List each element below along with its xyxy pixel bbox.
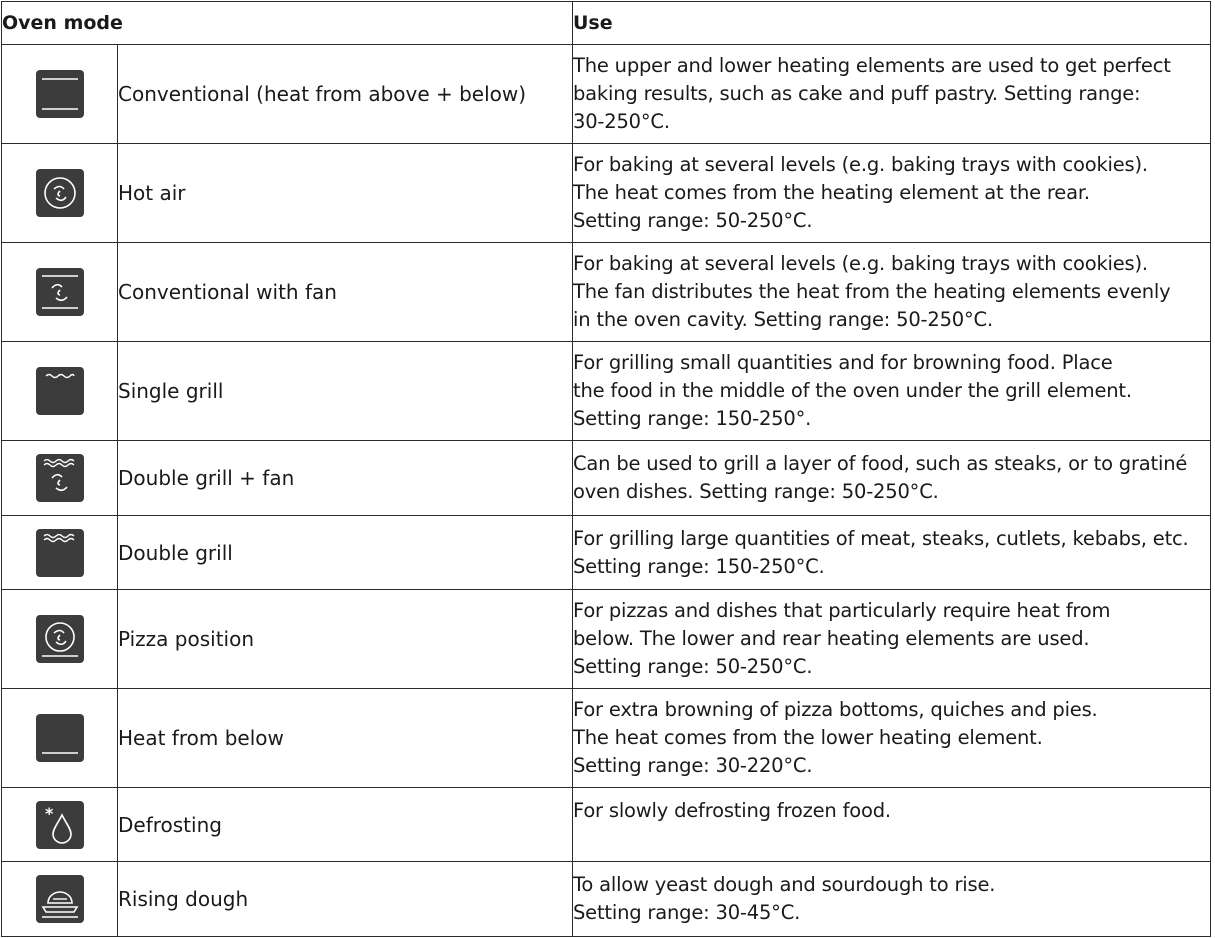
table-row — [2, 243, 1211, 342]
double-grill-icon — [36, 529, 84, 577]
single-grill-icon — [36, 367, 84, 415]
mode-use — [573, 243, 1211, 342]
heat-from-below-icon — [36, 714, 84, 762]
mode-icon-cell — [2, 243, 118, 342]
use-line: For baking at several levels (e.g. baking trays with cookies). — [573, 153, 1148, 176]
use-line: Setting range: 50-250°C. — [573, 655, 813, 678]
header-use: Use — [573, 2, 1211, 45]
use-line: Setting range: 50-250°C. — [573, 209, 813, 232]
mode-name: Hot air — [118, 144, 573, 243]
svg-text:*: * — [44, 803, 53, 823]
pizza-position-icon — [36, 615, 84, 663]
use-line: Setting range: 150-250°C. — [573, 554, 825, 578]
mode-name: Heat from below — [118, 689, 573, 788]
mode-use — [573, 45, 1211, 144]
table-row — [2, 441, 1211, 516]
mode-use — [573, 342, 1211, 441]
mode-icon-cell — [2, 342, 118, 441]
double-grill-fan-icon — [36, 454, 84, 502]
rising-dough-icon — [36, 875, 84, 923]
mode-name: Double grill + fan — [118, 441, 573, 516]
use-line: Setting range: 30-45°C. — [573, 901, 801, 924]
use-line: the food in the middle of the oven under the grill element. — [573, 379, 1132, 402]
use-line: Setting range: 150-250°. — [573, 407, 812, 430]
mode-use — [573, 441, 1211, 516]
table-row — [2, 45, 1211, 144]
table-row — [2, 342, 1211, 441]
table-header-row — [2, 2, 1211, 45]
mode-icon-cell — [2, 441, 118, 516]
hot-air-fan-icon — [36, 169, 84, 217]
mode-name: Conventional with fan — [118, 243, 573, 342]
use-line: For grilling small quantities and for browning food. Place — [573, 351, 1113, 374]
use-line: For baking at several levels (e.g. baking trays with cookies). — [573, 252, 1148, 275]
use-line: below. The lower and rear heating elements are used. — [573, 627, 1090, 650]
defrosting-icon — [36, 801, 84, 849]
use-line: Can be used to grill a layer of food, such as steaks, or to gratiné — [573, 452, 1188, 475]
conventional-with-fan-icon — [36, 268, 84, 316]
mode-use — [573, 689, 1211, 788]
table-row — [2, 788, 1211, 862]
use-line: The upper and lower heating elements are used to get perfect — [573, 54, 1171, 77]
mode-name: Rising dough — [118, 862, 573, 937]
use-line: To allow yeast dough and sourdough to rise. — [573, 873, 996, 896]
mode-icon-cell — [2, 144, 118, 243]
use-line: Setting range: 30-220°C. — [573, 754, 813, 777]
conventional-icon — [36, 70, 84, 118]
header-oven-mode: Oven mode — [2, 2, 573, 45]
mode-name: Pizza position — [118, 590, 573, 689]
mode-icon-cell — [2, 862, 118, 937]
mode-use — [573, 516, 1211, 590]
mode-icon-cell — [2, 516, 118, 590]
use-line: For grilling large quantities of meat, steaks, cutlets, kebabs, etc. — [573, 526, 1189, 550]
table-row — [2, 144, 1211, 243]
oven-mode-table — [1, 1, 1211, 937]
mode-use — [573, 788, 1211, 862]
use-line: baking results, such as cake and puff pastry. Setting range: — [573, 82, 1141, 105]
use-line: The heat comes from the heating element at the rear. — [573, 181, 1090, 204]
use-line: oven dishes. Setting range: 50-250°C. — [573, 480, 939, 503]
use-line: For slowly defrosting frozen food. — [573, 799, 891, 822]
mode-use — [573, 590, 1211, 689]
mode-use — [573, 862, 1211, 937]
use-line: The fan distributes the heat from the heating elements evenly — [573, 280, 1171, 303]
table-row — [2, 862, 1211, 937]
use-line: For pizzas and dishes that particularly require heat from — [573, 599, 1111, 622]
mode-name: Defrosting — [118, 788, 573, 862]
table-row — [2, 590, 1211, 689]
use-line: in the oven cavity. Setting range: 50-250°C. — [573, 308, 993, 331]
use-line: The heat comes from the lower heating element. — [573, 726, 1043, 749]
mode-icon-cell — [2, 788, 118, 862]
mode-name: Conventional (heat from above + below) — [118, 45, 573, 144]
use-line: For extra browning of pizza bottoms, quiches and pies. — [573, 698, 1098, 721]
mode-icon-cell — [2, 689, 118, 788]
mode-icon-cell — [2, 590, 118, 689]
table-row — [2, 516, 1211, 590]
mode-name: Single grill — [118, 342, 573, 441]
use-line: 30-250°C. — [573, 110, 670, 133]
mode-icon-cell — [2, 45, 118, 144]
mode-name: Double grill — [118, 516, 573, 590]
mode-use — [573, 144, 1211, 243]
table-row — [2, 689, 1211, 788]
